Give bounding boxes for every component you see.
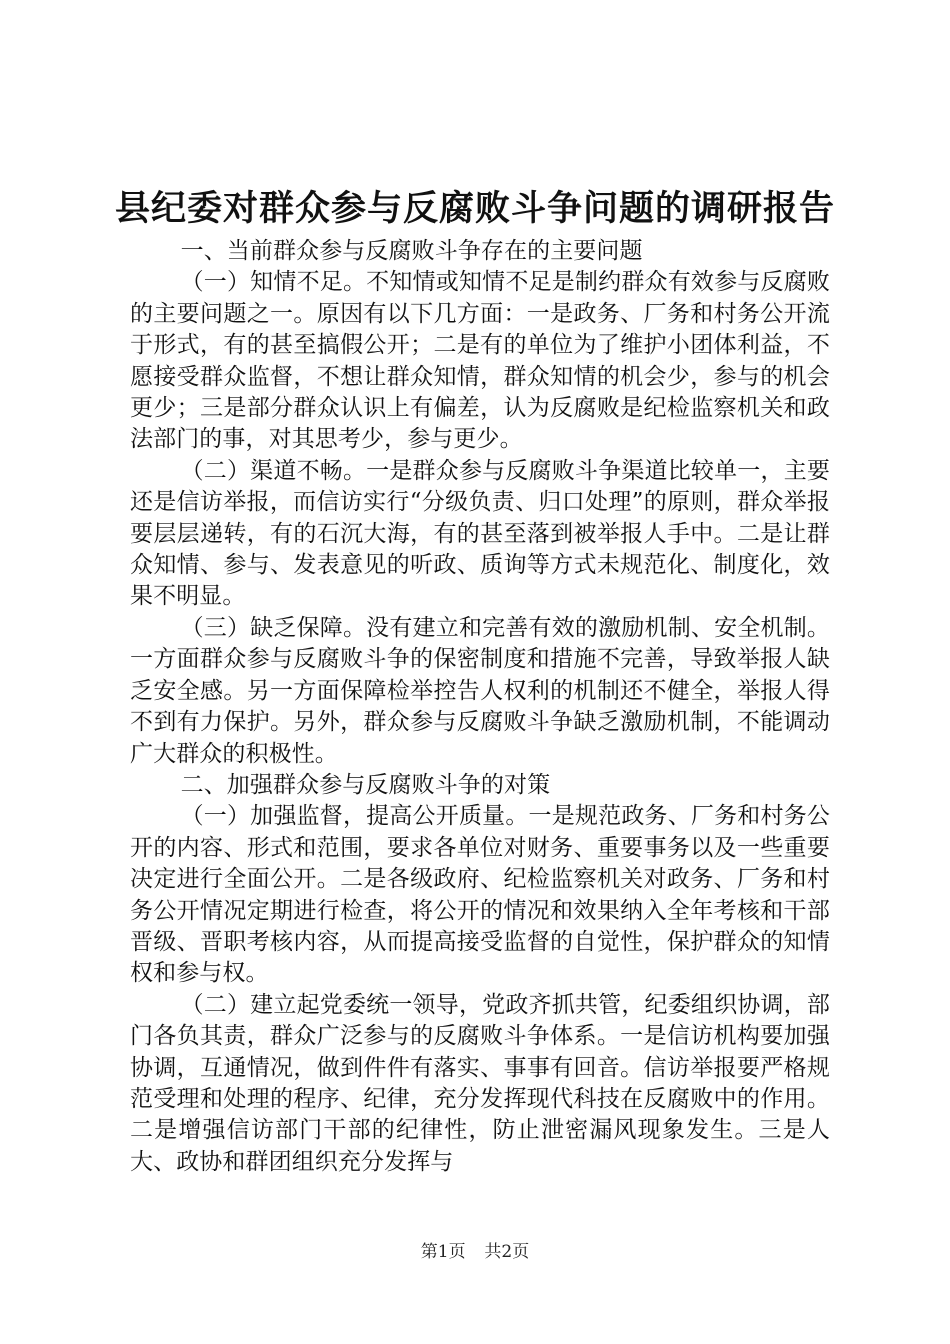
page-number-total: 共2页 (484, 1242, 530, 1262)
page-footer (0, 1240, 950, 1264)
document-body (130, 236, 830, 1178)
section-heading-2: 二、加强群众参与反腐败斗争的对策 (180, 771, 551, 798)
document-title: 县纪委对群众参与反腐败斗争问题的调研报告 (114, 188, 835, 229)
paragraph-1-2: （二）渠道不畅。一是群众参与反腐败斗争渠道比较单一，主要还是信访举报，而信访实行“分级负责、归口处理”的原则，群众举报要层层递转，有的石沉大海，有的甚至落到被举报人手中。二是让群众知情、参与、发表意见的听政、质询等方式未规范化、制度化，效果不明显。 (130, 457, 830, 610)
paragraph-1-3: （三）缺乏保障。没有建立和完善有效的激励机制、安全机制。一方面群众参与反腐败斗争的保密制度和措施不完善，导致举报人缺乏安全感。另一方面保障检举控告人权利的机制还不健全，举报人得不到有力保护。另外，群众参与反腐败斗争缺乏激励机制，不能调动广大群众的积极性。 (130, 614, 830, 767)
section-heading-1: 一、当前群众参与反腐败斗争存在的主要问题 (180, 238, 643, 264)
page-number-current: 第1页 (420, 1242, 466, 1262)
paragraph-1-1: （一）知情不足。不知情或知情不足是制约群众有效参与反腐败的主要问题之一。原因有以下几方面：一是政务、厂务和村务公开流于形式，有的甚至搞假公开；二是有的单位为了维护小团体利益，不愿接受群众监督，不想让群众知情，群众知情的机会少，参与的机会更少；三是部分群众认识上有偏差，认为反腐败是纪检监察机关和政法部门的事，对其思考少，参与更少。 (130, 269, 830, 453)
paragraph-2-2: （二）建立起党委统一领导，党政齐抓共管，纪委组织协调，部门各负其责，群众广泛参与的反腐败斗争体系。一是信访机构要加强协调，互通情况，做到件件有落实、事事有回音。信访举报要严格规范受理和处理的程序、纪律，充分发挥现代科技在反腐败中的作用。二是增强信访部门干部的纪律性，防止泄密漏风现象发生。三是人大、政协和群团组织充分发挥与 (130, 991, 830, 1175)
paragraph-2-1: （一）加强监督，提高公开质量。一是规范政务、厂务和村务公开的内容、形式和范围，要求各单位对财务、重要事务以及一些重要决定进行全面公开。二是各级政府、纪检监察机关对政务、厂务和村务公开情况定期进行检查，将公开的情况和效果纳入全年考核和干部晋级、晋职考核内容，从而提高接受监督的自觉性，保护群众的知情权和参与权。 (130, 803, 830, 987)
